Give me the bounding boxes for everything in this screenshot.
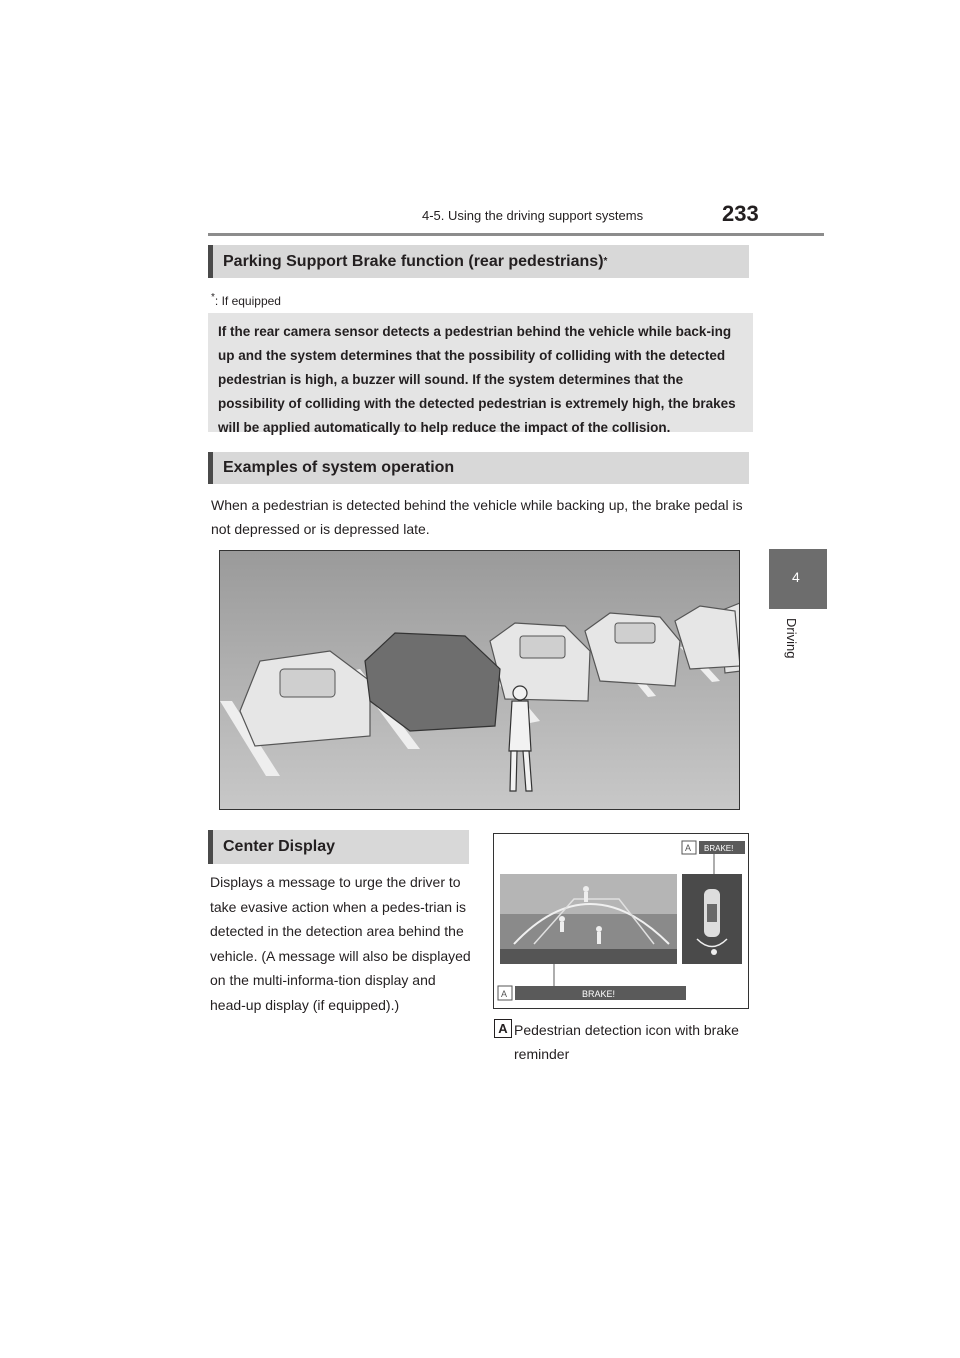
- page-number: 233: [722, 201, 759, 226]
- footnote-mark: *: [211, 292, 215, 303]
- center-display-screen: [493, 833, 749, 1009]
- section-heading-text: Examples of system operation: [223, 459, 455, 476]
- footnote-text: : If equipped: [214, 294, 281, 308]
- asterisk-mark: *: [603, 256, 608, 267]
- callout-letter-box: A: [494, 1019, 512, 1038]
- chapter-number: 4: [792, 569, 800, 585]
- top-tag-letter: A: [685, 843, 692, 853]
- bottom-brake-label: BRAKE!: [582, 989, 616, 999]
- header-rule: [208, 233, 824, 236]
- section-heading-center-display: [208, 830, 469, 864]
- section-heading-parking-support-brake: [208, 245, 749, 278]
- footnote: [211, 292, 281, 308]
- section-heading-text: Parking Support Brake function (rear pedestrians): [223, 252, 604, 270]
- bottom-tag-letter: A: [501, 989, 508, 999]
- center-display-paragraph: Displays a message to urge the driver to take evasive action when a pedes-trian is detected in the detection area behind the vehicle. (A message will also be displayed on the multi-informa-tion display and head-up display (if equipped).): [210, 874, 471, 1013]
- header-section-title: 4-5. Using the driving support systems: [422, 208, 644, 223]
- chapter-label: [785, 618, 815, 678]
- chapter-label-text: Driving: [784, 618, 799, 659]
- top-brake-label: BRAKE!: [704, 844, 734, 853]
- callout-text: Pedestrian detection icon with brake reminder: [514, 1022, 739, 1062]
- section-heading-text: Center Display: [223, 838, 336, 855]
- parking-lot-illustration: [219, 550, 740, 810]
- examples-paragraph: When a pedestrian is detected behind the vehicle while backing up, the brake pedal is not depressed or is depressed late.: [211, 497, 743, 537]
- intro-box: If the rear camera sensor detects a pedestrian behind the vehicle while back-ing up and the system determines that the possibility of colliding with the detected pedestrian is high, a buzzer will sound. If the system determines that the possibility of colliding with the detected pedestrian is extremely high, the brakes will be applied automatically to help reduce the impact of the collision.: [208, 313, 753, 432]
- section-heading-examples: [208, 452, 749, 484]
